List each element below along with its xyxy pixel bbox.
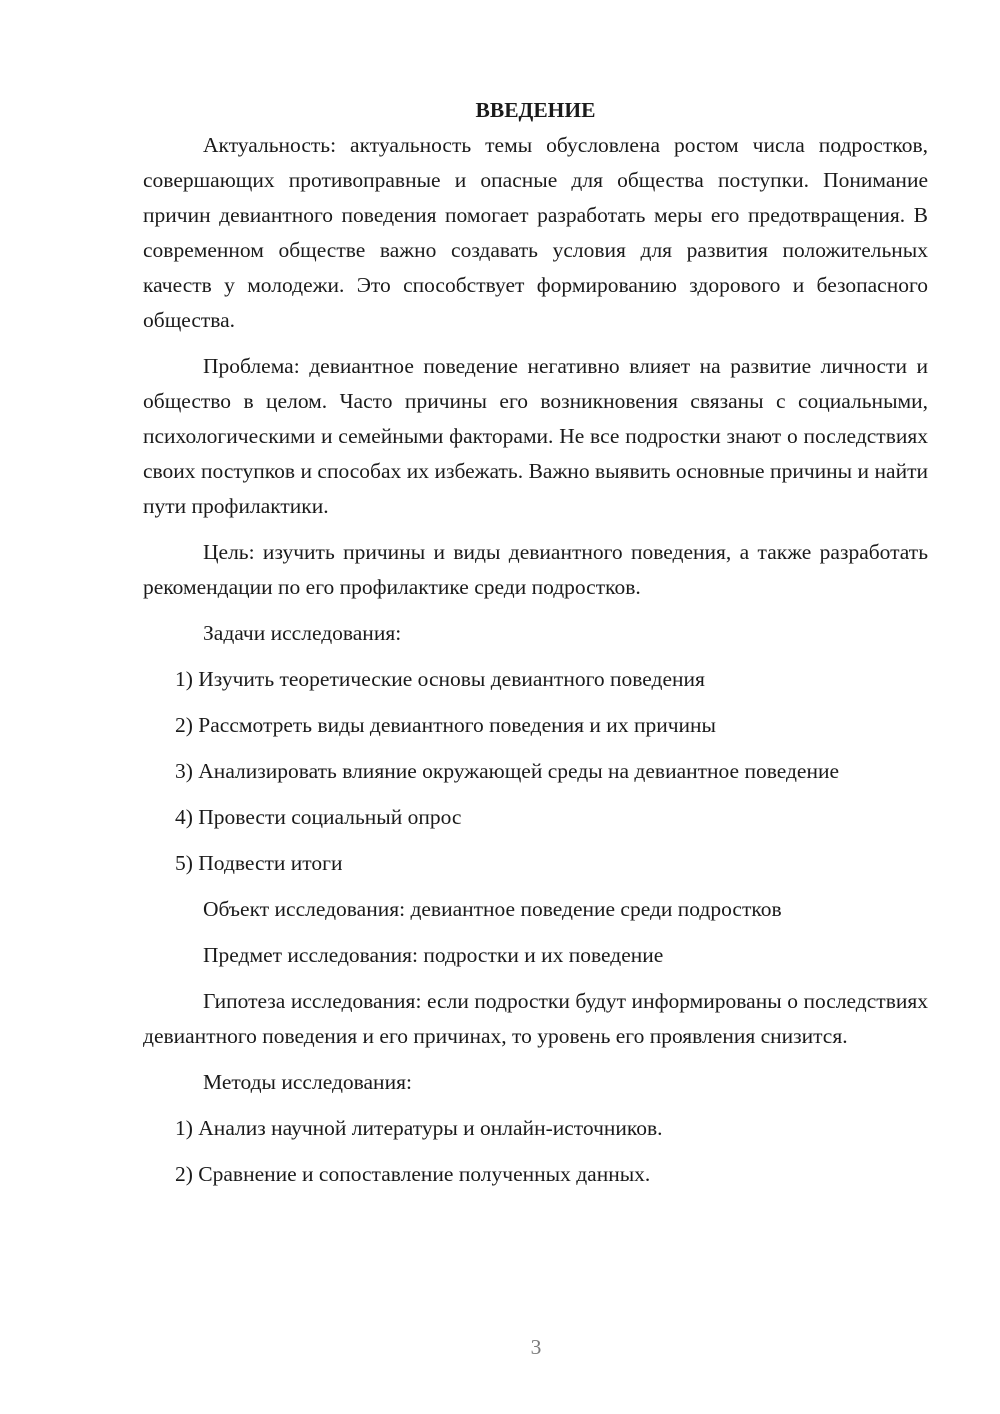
tasks-title: Задачи исследования: [203, 621, 402, 645]
subject-paragraph: Предмет исследования: подростки и их поведение [203, 943, 664, 967]
problem-paragraph: Проблема: девиантное поведение негативно влияет на развитие личности и общество в целом. Часто причины его возникновения связаны с социальными, психологическими и семейными факторами. Не все подростки знают о последствиях своих поступков и способах их избежать. Важно выявить основные причины и найти пути профилактики. [143, 354, 928, 518]
relevance-paragraph: Актуальность: актуальность темы обусловлена ростом числа подростков, совершающих противоправные и опасные для общества поступки. Понимание причин девиантного поведения помогает разработать меры его предотвращения. В современном обществе важно создавать условия для развития положительных качеств у молодежи. Это способствует формированию здорового и безопасного общества. [143, 133, 928, 332]
task-item: 1) Изучить теоретические основы девиантного поведения [175, 667, 705, 691]
object-paragraph: Объект исследования: девиантное поведение среди подростков [203, 897, 782, 921]
task-item: 2) Рассмотреть виды девиантного поведения и их причины [175, 713, 716, 737]
task-item: 5) Подвести итоги [175, 851, 343, 875]
task-item: 3) Анализировать влияние окружающей среды на девиантное поведение [175, 759, 840, 783]
method-item: 2) Сравнение и сопоставление полученных данных. [175, 1162, 651, 1186]
method-item: 1) Анализ научной литературы и онлайн-источников. [175, 1116, 663, 1140]
page-content [143, 93, 928, 1203]
methods-title: Методы исследования: [203, 1070, 412, 1094]
task-item: 4) Провести социальный опрос [175, 805, 462, 829]
section-heading: ВВЕДЕНИЕ [475, 98, 596, 122]
hypothesis-paragraph: Гипотеза исследования: если подростки будут информированы о последствиях девиантного поведения и его причинах, то уровень его проявления снизится. [143, 989, 928, 1048]
goal-paragraph: Цель: изучить причины и виды девиантного поведения, а также разработать рекомендации по его профилактике среди подростков. [143, 540, 928, 599]
page-number: 3 [530, 1335, 542, 1359]
